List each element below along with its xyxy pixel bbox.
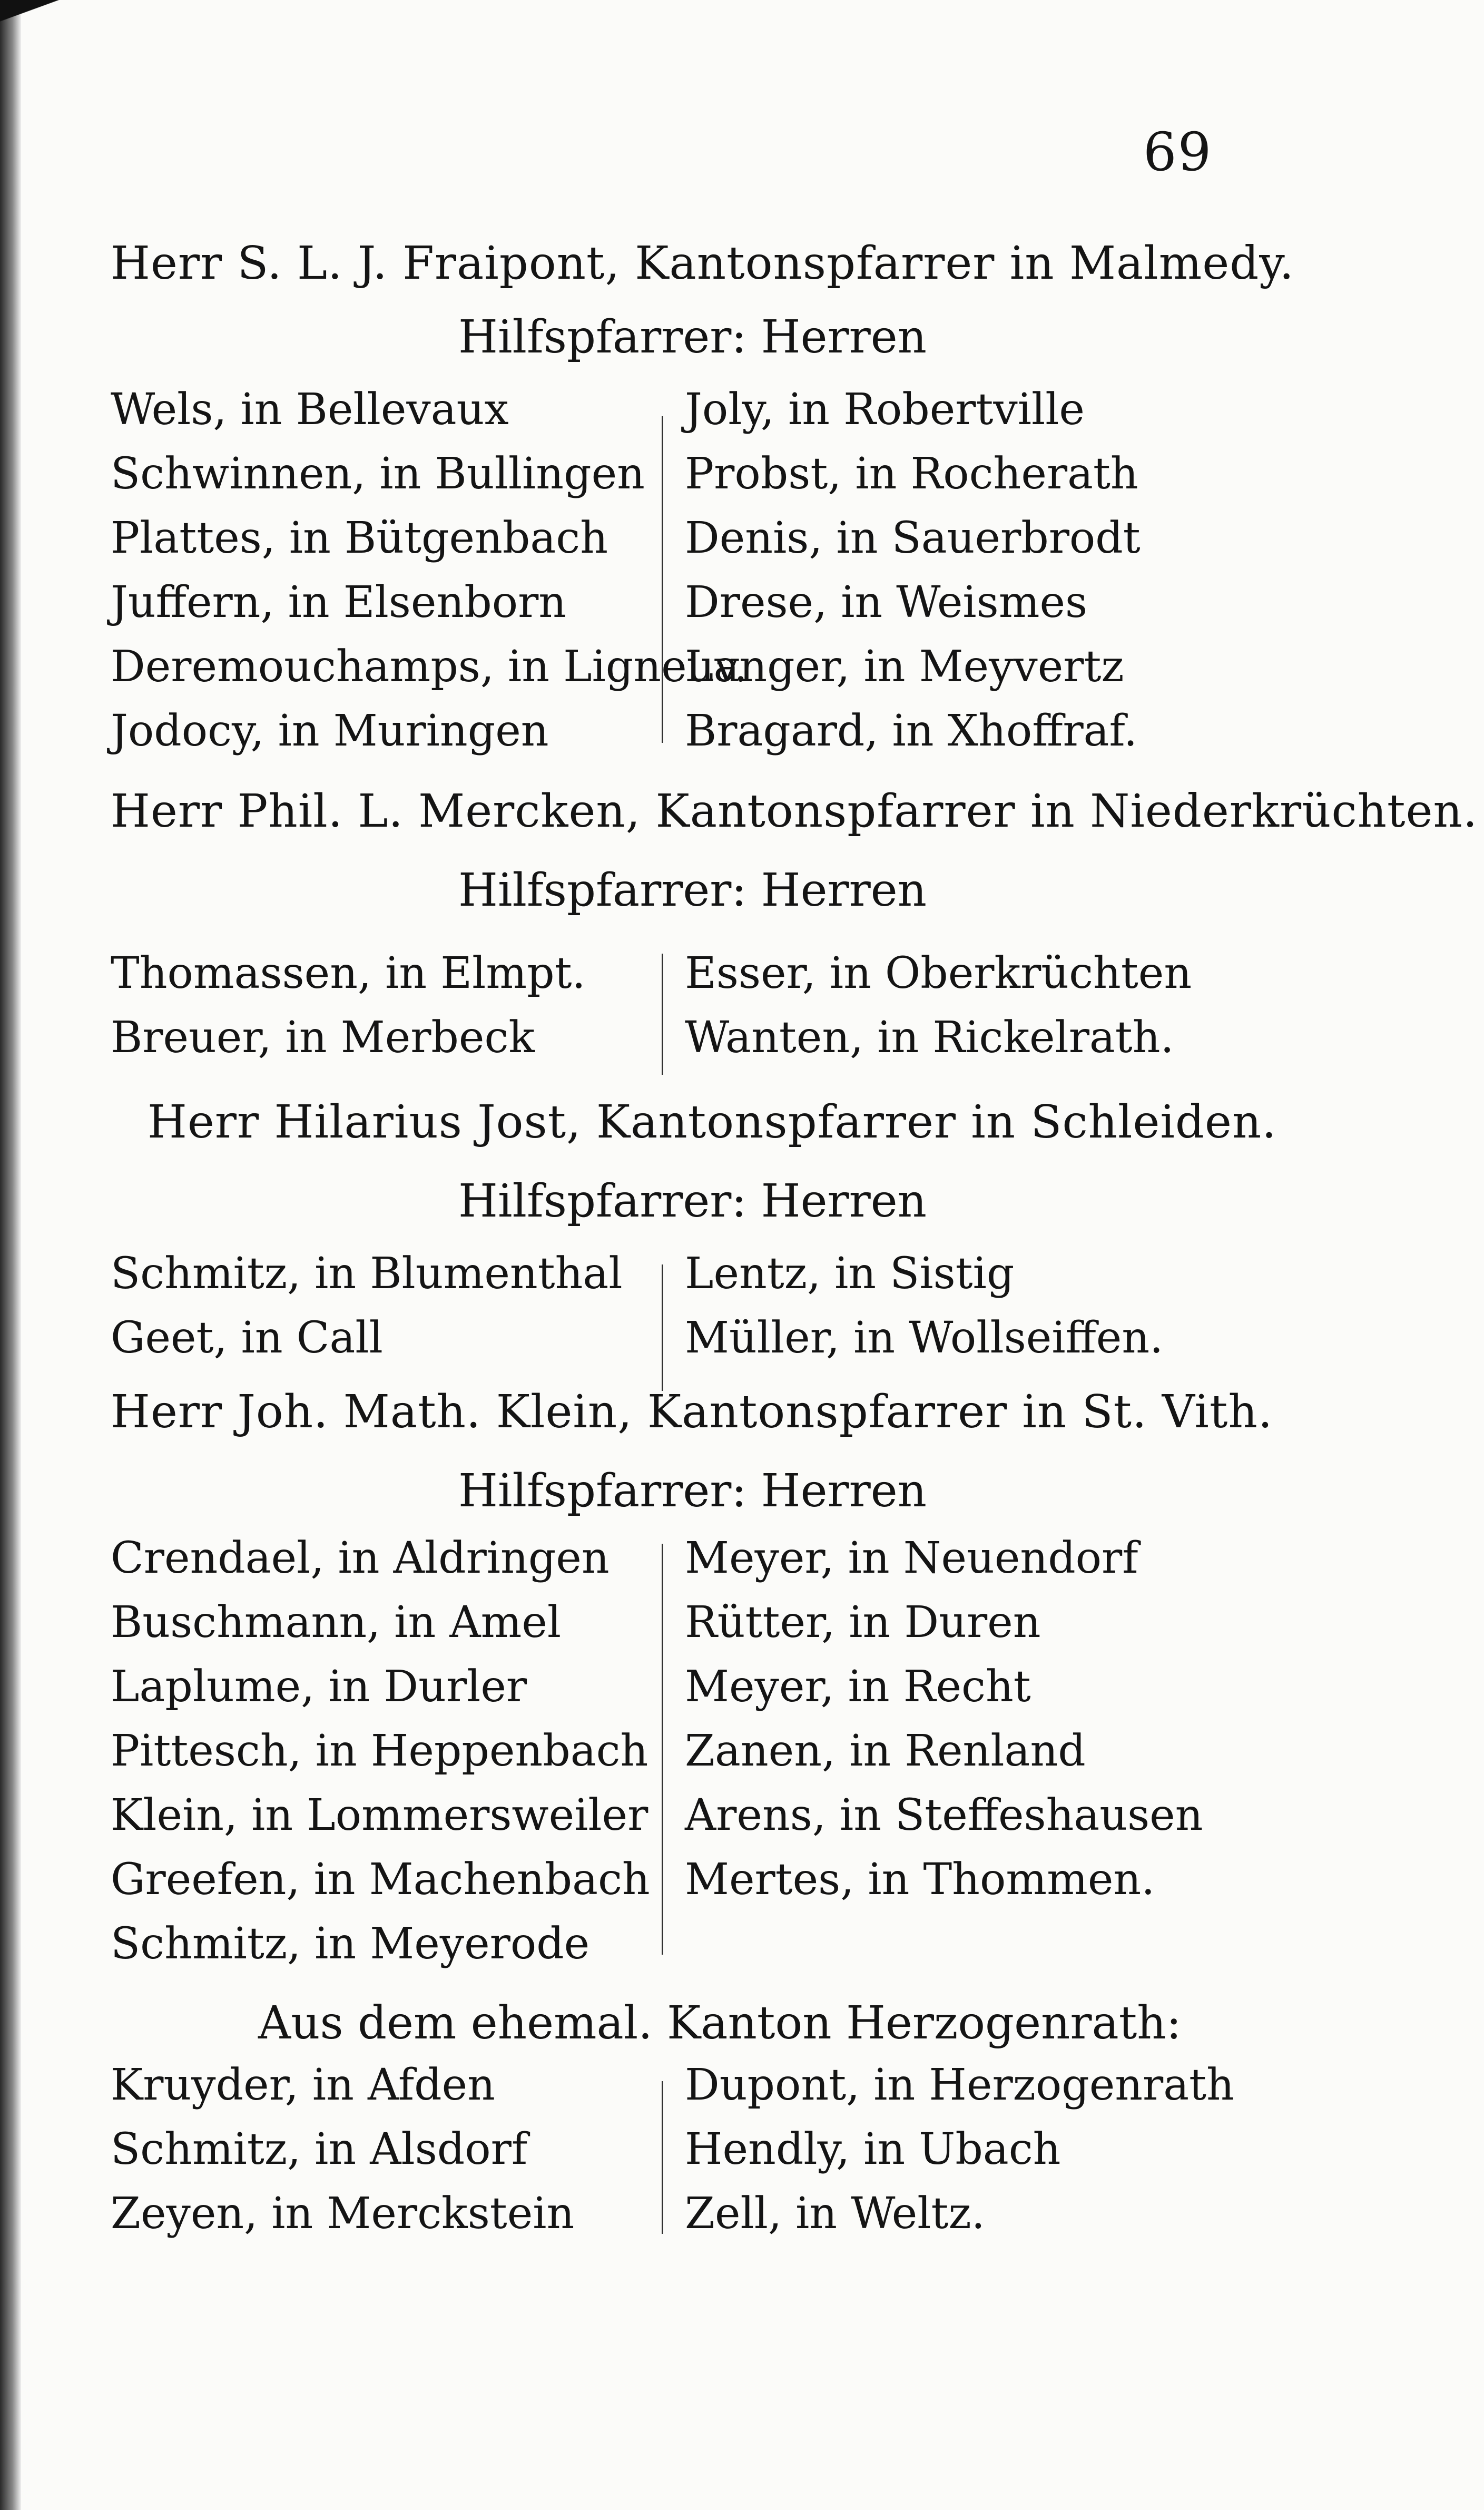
section-heading-schleiden: Herr Hilarius Jost, Kantonspfarrer in Schleiden. [148,1096,1277,1149]
list-item-left: Zeyen, in Merckstein [111,2189,575,2239]
section-subheading: Hilfspfarrer: Herren [458,311,927,364]
list-item-left: Juffern, in Elsenborn [111,577,567,628]
list-item-left: Schmitz, in Meyerode [111,1919,590,1969]
list-item-left: Laplume, in Durler [111,1662,527,1712]
section-heading-niederkruechten: Herr Phil. L. Mercken, Kantonspfarrer in Niederkrüchten. [111,785,1478,838]
list-item-left: Jodocy, in Muringen [111,706,549,756]
list-item-left: Crendael, in Aldringen [111,1533,610,1583]
column-divider [662,2081,663,2234]
list-item-right: Joly, in Robertville [685,385,1085,435]
list-item-left: Klein, in Lommersweiler [111,1790,648,1840]
list-item-right: Esser, in Oberkrüchten [685,948,1192,998]
list-item-right: Zell, in Weltz. [685,2189,985,2239]
list-item-left: Schmitz, in Blumenthal [111,1249,623,1299]
list-item-right: Mertes, in Thommen. [685,1855,1155,1905]
list-item-left: Schmitz, in Alsdorf [111,2124,528,2174]
column-divider [662,1544,663,1955]
list-item-right: Wanten, in Rickelrath. [685,1013,1174,1063]
list-item-right: Müller, in Wollseiffen. [685,1313,1164,1363]
list-item-right: Zanen, in Renland [685,1726,1086,1776]
list-item-left: Wels, in Bellevaux [111,385,509,435]
list-item-right: Hendly, in Ubach [685,2124,1061,2174]
list-item-left: Deremouchamps, in Ligneuv. [111,642,748,692]
section-subheading: Hilfspfarrer: Herren [458,1465,927,1517]
list-item-left: Kruyder, in Afden [111,2060,495,2110]
list-item-right: Drese, in Weismes [685,577,1088,628]
list-item-right: Arens, in Steffeshausen [685,1790,1203,1840]
list-item-left: Thomassen, in Elmpt. [111,948,586,998]
list-item-right: Denis, in Sauerbrodt [685,513,1141,563]
list-item-left: Schwinnen, in Bullingen [111,449,645,499]
list-item-right: Meyer, in Recht [685,1662,1031,1712]
list-item-right: Lentz, in Sistig [685,1249,1015,1299]
column-divider [662,416,663,743]
column-divider [662,1264,663,1391]
page-binding-edge [0,0,21,2510]
list-item-right: Probst, in Rocherath [685,449,1138,499]
list-item-left: Plattes, in Bütgenbach [111,513,608,563]
list-item-left: Geet, in Call [111,1313,383,1363]
section-subheading-herzogenrath: Aus dem ehemal. Kanton Herzogenrath: [258,1997,1182,2050]
section-subheading: Hilfspfarrer: Herren [458,864,927,917]
list-item-right: Dupont, in Herzogenrath [685,2060,1234,2110]
list-item-right: Bragard, in Xhoffraf. [685,706,1138,756]
section-subheading: Hilfspfarrer: Herren [458,1175,927,1228]
list-item-left: Breuer, in Merbeck [111,1013,535,1063]
list-item-left: Greefen, in Machenbach [111,1855,650,1905]
list-item-left: Pittesch, in Heppenbach [111,1726,648,1776]
list-item-right: Meyer, in Neuendorf [685,1533,1138,1583]
page-corner-shadow [0,0,79,32]
section-heading-st-vith: Herr Joh. Math. Klein, Kantonspfarrer in St. Vith. [111,1386,1273,1438]
page-number: 69 [1143,121,1213,183]
list-item-right: Langer, in Meyvertz [685,642,1124,692]
list-item-left: Buschmann, in Amel [111,1597,562,1648]
column-divider [662,954,663,1075]
list-item-right: Rütter, in Duren [685,1597,1041,1648]
section-heading-malmedy: Herr S. L. J. Fraipont, Kantonspfarrer in Malmedy. [111,237,1294,290]
